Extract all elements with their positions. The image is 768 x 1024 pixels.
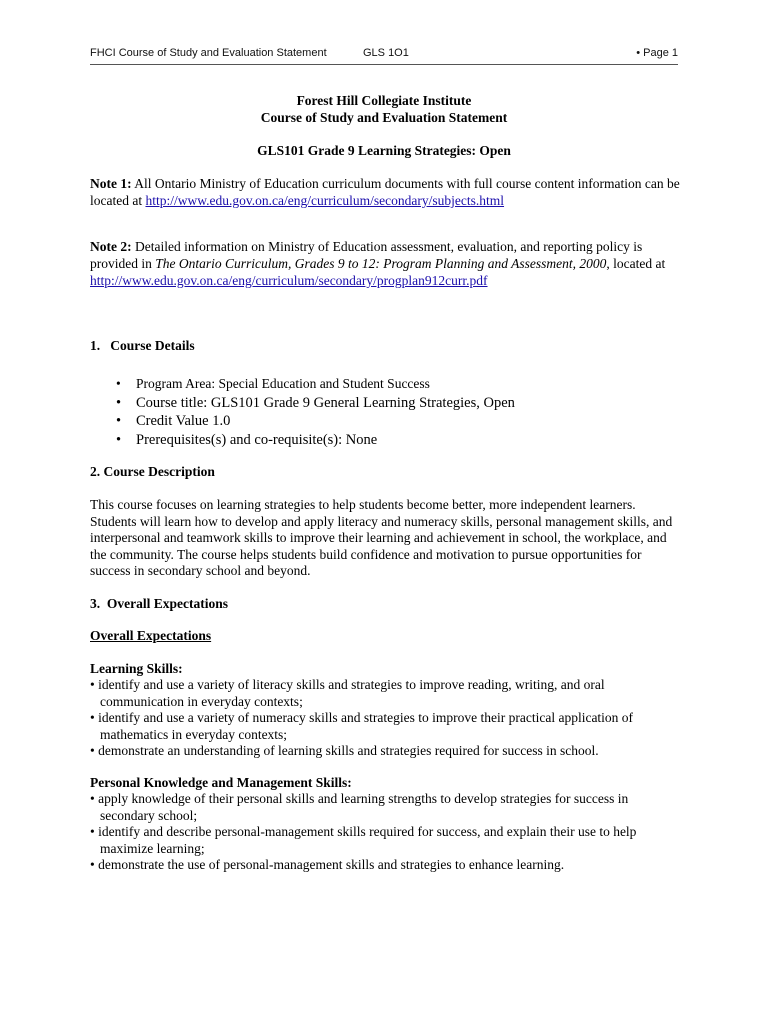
header-course-code: GLS 1O1 [363, 47, 409, 59]
list-item: • demonstrate the use of personal-management skills and strategies to enhance learning. [90, 857, 565, 872]
learning-skills-list [90, 677, 682, 760]
note-2-text-1: Detailed information on Ministry of Education assessment, evaluation, and reporting policy is provided in [90, 239, 643, 271]
list-item: • identify and use a variety of literacy skills and strategies to improve reading, writing, and oral communication in everyday contexts; [90, 677, 605, 709]
header-page-number: • Page 1 [636, 47, 678, 59]
personal-knowledge-heading: Personal Knowledge and Management Skills: [90, 775, 352, 790]
section-1-heading: 1. Course Details [90, 338, 195, 353]
list-item: • demonstrate an understanding of learning skills and strategies required for success in school. [90, 743, 599, 758]
list-item: • Course title: GLS101 Grade 9 General Learning Strategies, Open [116, 394, 515, 413]
list-item: • identify and use a variety of numeracy skills and strategies to improve their practical application of mathematics in everyday contexts; [90, 710, 634, 742]
personal-knowledge-list [90, 791, 682, 874]
header-document-title: FHCI Course of Study and Evaluation Statement [90, 47, 327, 59]
list-item: • Prerequisites(s) and co-requisite(s): None [116, 431, 515, 450]
section-2-heading: 2. Course Description [90, 464, 215, 479]
note-2-text-2: , located at [606, 256, 666, 271]
program-planning-pdf-link[interactable]: http://www.edu.gov.on.ca/eng/curriculum/secondary/progplan912curr.pdf [90, 273, 488, 288]
note-1-label: Note 1: [90, 176, 132, 191]
school-name: Forest Hill Collegiate Institute [296, 93, 472, 108]
list-item: • Credit Value 1.0 [116, 412, 515, 431]
note-1 [90, 175, 682, 209]
list-item: • apply knowledge of their personal skills and learning strengths to develop strategies for success in secondary school; [90, 791, 629, 823]
overall-expectations-subheading: Overall Expectations [90, 628, 212, 643]
note-2-publication-title: The Ontario Curriculum, Grades 9 to 12: Program Planning and Assessment, 2000 [155, 256, 607, 271]
document-title: Course of Study and Evaluation Statement [260, 110, 508, 125]
list-item: • identify and describe personal-management skills required for success, and explain their use to help maximize learning; [90, 824, 637, 856]
note-2-label: Note 2: [90, 239, 132, 254]
learning-skills-heading: Learning Skills: [90, 661, 183, 676]
section-3-heading: 3. Overall Expectations [90, 596, 228, 611]
note-1-text: All Ontario Ministry of Education curriculum documents with full course content information can be located at [90, 176, 680, 208]
course-description-body: This course focuses on learning strategies to help students become better, more independent learners. Students will learn how to develop and apply literacy and numeracy skills, personal management skills, and interpersonal and teamwork skills to improve their learning and achievement in school, the workplace, and the community. The course helps students build confidence and motivation to pursue opportunities for success in secondary school and beyond. [90, 497, 673, 578]
curriculum-subjects-link[interactable]: http://www.edu.gov.on.ca/eng/curriculum/secondary/subjects.html [145, 193, 505, 208]
course-title: GLS101 Grade 9 Learning Strategies: Open [257, 143, 511, 158]
list-item: • Program Area: Special Education and Student Success [116, 375, 515, 394]
note-2 [90, 238, 682, 289]
course-details-list [116, 375, 515, 449]
header-rule [90, 64, 678, 65]
